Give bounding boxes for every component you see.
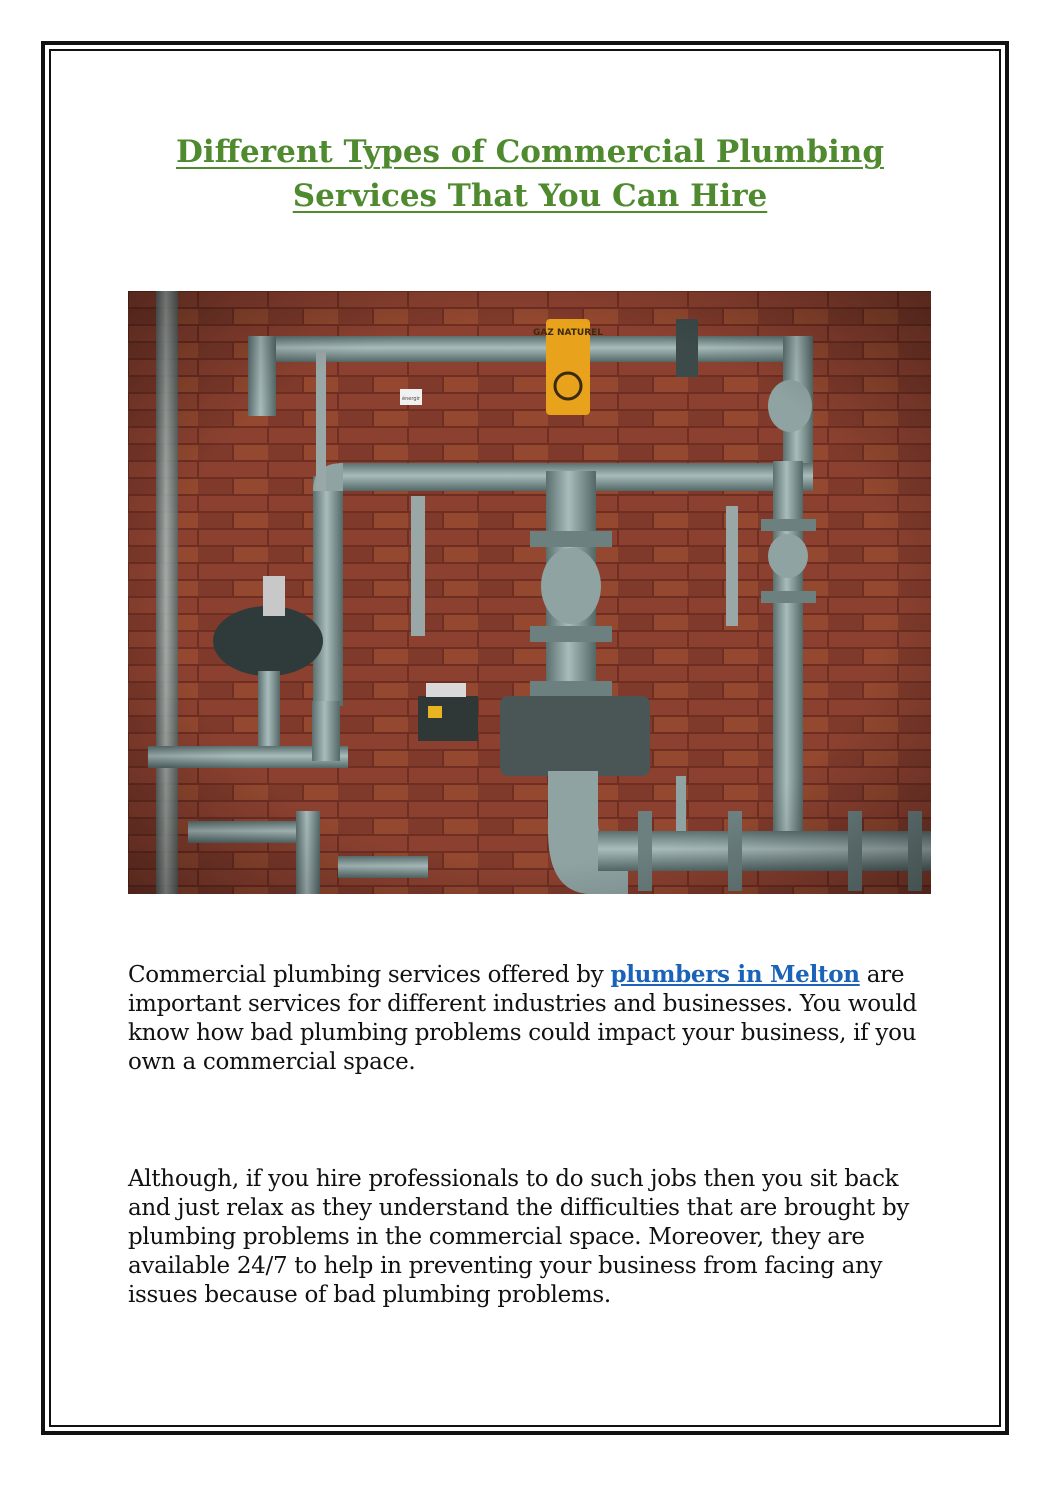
document-title xyxy=(130,130,930,218)
title-line-1: Different Types of Commercial Plumbing xyxy=(175,134,885,170)
title-line-2: Services That You Can Hire xyxy=(292,178,768,214)
paragraph-1 xyxy=(128,960,928,1077)
paragraph-1-rest: are important services for different industries and businesses. You would know how bad plumbing problems could impact your business, if you own a commercial space. xyxy=(128,962,917,1075)
plumbers-in-melton-link[interactable]: plumbers in Melton xyxy=(610,961,860,988)
paragraph-1-intro: Commercial plumbing services offered by xyxy=(128,962,611,988)
paragraph-2: Although, if you hire professionals to do such jobs then you sit back and just relax as they understand the difficulties that are brought by plumbing problems in the commercial space. Moreover, they are available 24/7 to help in preventing your business from facing any issues because of bad plumbing problems. xyxy=(128,1166,910,1308)
plumbing-photo xyxy=(128,291,931,894)
